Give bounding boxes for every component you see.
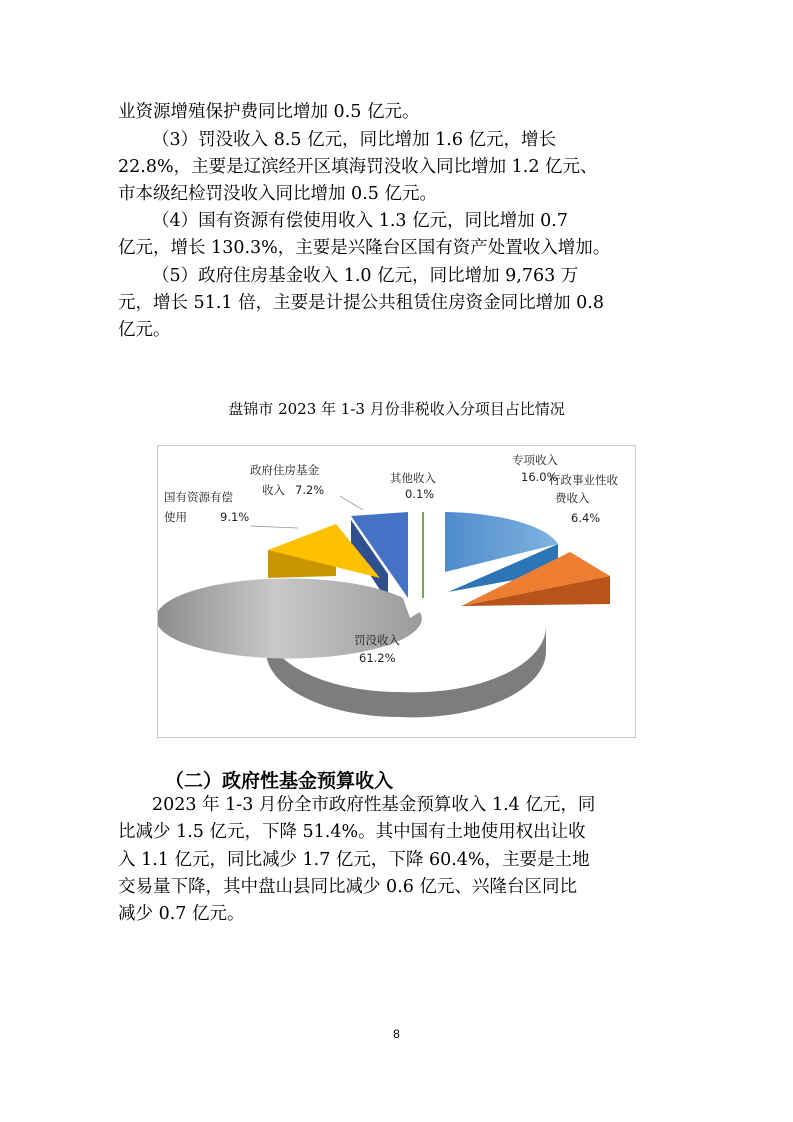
label-xingzheng-value: 6.4% (571, 511, 601, 525)
label-guoyou-line1: 国有资源有偿 (164, 490, 233, 504)
label-fameng-value: 61.2% (359, 651, 396, 665)
section-line: 入 1.1 亿元，同比减少 1.7 亿元，下降 60.4%，主要是土地 (118, 850, 590, 870)
section-heading: （二）政府性基金预算收入 (165, 770, 394, 792)
leader-line-guoyou (250, 526, 298, 528)
label-qita-value: 0.1% (405, 487, 435, 501)
pie-slice-qita (422, 512, 424, 598)
paragraph-line: 亿元。 (118, 320, 171, 340)
label-zhuanxiang-name: 专项收入 (512, 453, 558, 467)
pie-chart (157, 445, 636, 738)
chart-title: 盘锦市 2023 年 1-3 月份非税收入分项目占比情况 (228, 400, 565, 418)
label-guoyou-line2: 使用 (164, 510, 187, 524)
label-xingzheng-line2: 费收入 (555, 491, 590, 505)
page-number: 8 (393, 1027, 400, 1041)
section-line: 减少 0.7 亿元。 (118, 904, 245, 924)
paragraph-line: 业资源增殖保护费同比增加 0.5 亿元。 (118, 102, 420, 122)
label-zhufang-line2: 收入 (262, 483, 285, 497)
label-fameng-name: 罚没收入 (354, 633, 400, 647)
section-line: 2023 年 1-3 月份全市政府性基金预算收入 1.4 亿元，同 (152, 795, 596, 815)
paragraph-line: 市本级纪检罚没收入同比增加 0.5 亿元。 (118, 184, 437, 204)
label-zhufang-value: 7.2% (295, 483, 325, 497)
label-qita-name: 其他收入 (390, 471, 436, 485)
paragraph-line: 元，增长 51.1 倍，主要是计提公共租赁住房资金同比增加 0.8 (118, 293, 604, 313)
paragraph-line: （3）罚没收入 8.5 亿元，同比增加 1.6 亿元，增长 (152, 130, 557, 150)
paragraph-line: 22.8%，主要是辽滨经开区填海罚没收入同比增加 1.2 亿元、 (118, 157, 598, 177)
label-xingzheng-line1: 行政事业性收 (549, 473, 618, 487)
paragraph-line: （4）国有资源有偿使用收入 1.3 亿元，同比增加 0.7 (152, 211, 568, 231)
paragraph-line: （5）政府住房基金收入 1.0 亿元，同比增加 9,763 万 (152, 266, 579, 286)
section-line: 交易量下降，其中盘山县同比减少 0.6 亿元、兴隆台区同比 (118, 877, 577, 897)
pie-chart-canvas (158, 446, 637, 739)
label-guoyou-value: 9.1% (220, 510, 250, 524)
section-line: 比减少 1.5 亿元，下降 51.4%。其中国有土地使用权出让收 (118, 822, 586, 842)
paragraph-line: 亿元，增长 130.3%，主要是兴隆台区国有资产处置收入增加。 (118, 238, 611, 258)
label-zhufang-line1: 政府住房基金 (250, 463, 319, 477)
leader-lines (250, 496, 363, 528)
label-zhuanxiang-value: 16.0% (521, 470, 558, 484)
leader-line-zhufang (340, 496, 363, 510)
